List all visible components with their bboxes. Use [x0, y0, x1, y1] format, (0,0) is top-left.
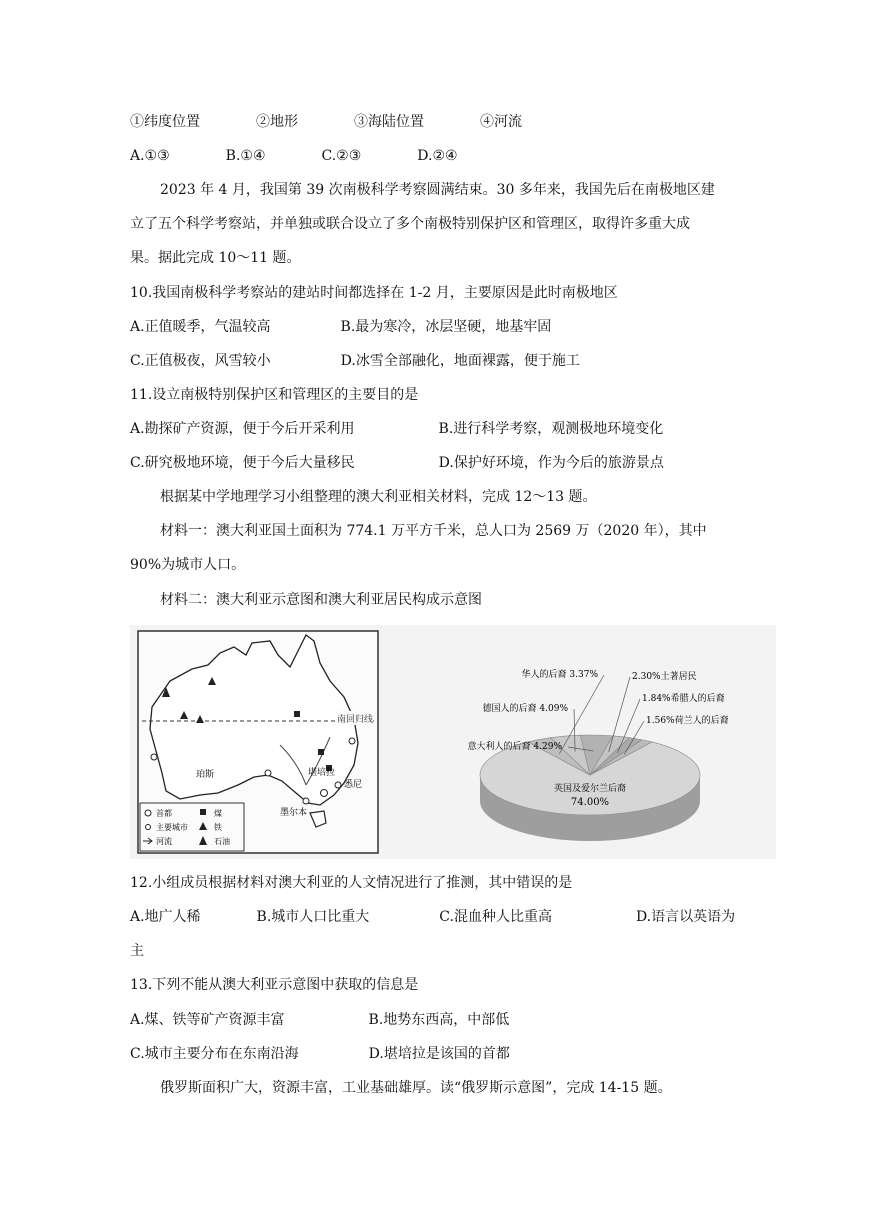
legend-capital: 首都	[156, 809, 172, 818]
figure-australia	[130, 625, 776, 859]
legend-coal: 煤	[214, 809, 222, 818]
pie-slice-label: 1.56%荷兰人的后裔	[646, 716, 729, 726]
paragraph-antarctic-3: 果。据此完成 10～11 题。	[130, 250, 301, 266]
question-12: 12.小组成员根据材料对澳大利亚的人文情况进行了推测，其中错误的是	[130, 875, 573, 891]
question-11: 11.设立南极特别保护区和管理区的主要目的是	[130, 387, 419, 403]
question-10: 10.我国南极科学考察站的建站时间都选择在 1-2 月，主要原因是此时南极地区	[130, 285, 618, 301]
legend-iron: 铁	[214, 823, 222, 832]
material-1-line2: 90%为城市人口。	[130, 557, 246, 573]
pie-slice-label: 1.84%希腊人的后裔	[642, 694, 725, 704]
legend-river: 河流	[156, 837, 172, 846]
pie-value-main: 74.00%	[570, 797, 610, 808]
city-sydney-label: 悉尼	[344, 780, 363, 790]
question-13-ab: A.煤、铁等矿产资源丰富 B.地势东西高，中部低	[130, 1012, 510, 1028]
coal-symbol	[294, 711, 300, 717]
city-canberra-marker	[321, 790, 328, 797]
city-melbourne-label: 墨尔本	[280, 808, 308, 818]
city-melbourne-marker	[303, 798, 309, 804]
q9-options: ①纬度位置 ②地形 ③海陆位置 ④河流	[130, 114, 522, 130]
legend-city: 主要城市	[156, 823, 188, 832]
tropic-label: 南回归线	[337, 715, 374, 725]
city-adelaide-marker	[265, 770, 271, 776]
paragraph-antarctic-2: 立了五个科学考察站，并单独或联合设立了多个南极特别保护区和管理区，取得许多重大成	[130, 216, 690, 232]
city-canberra-label: 堪培拉	[308, 768, 336, 778]
q9-answers: A.①③ B.①④ C.②③ D.②④	[130, 148, 458, 164]
city-sydney-marker	[335, 782, 341, 788]
coal-symbol	[318, 749, 324, 755]
question-12-options: A.地广人稀 B.城市人口比重大 C.混血种人比重高 D.语言以英语为	[130, 909, 736, 925]
pie-label-main: 英国及爱尔兰后裔	[553, 784, 627, 794]
pie-slice-label: 华人的后裔 3.37%	[521, 670, 598, 680]
pie-slice-label: 德国人的后裔 4.09%	[482, 704, 568, 714]
question-13-cd: C.城市主要分布在东南沿海 D.堪培拉是该国的首都	[130, 1046, 510, 1062]
city-brisbane-marker	[349, 738, 355, 744]
question-13: 13.下列不能从澳大利亚示意图中获取的信息是	[130, 977, 419, 993]
city-perth-label: 珀斯	[196, 770, 215, 780]
question-10-cd: C.正值极夜，风雪较小 D.冰雪全部融化，地面裸露，便于施工	[130, 353, 580, 369]
material-2: 材料二：澳大利亚示意图和澳大利亚居民构成示意图	[160, 592, 482, 608]
figure-svg	[130, 625, 776, 859]
question-12-options-wrap: 主	[130, 943, 144, 959]
city-perth-marker	[151, 754, 157, 760]
legend-coal-icon	[200, 809, 206, 815]
paragraph-russia: 俄罗斯面积广大，资源丰富，工业基础雄厚。读“俄罗斯示意图”，完成 14-15 题。	[160, 1080, 672, 1096]
question-11-cd: C.研究极地环境，便于今后大量移民 D.保护好环境，作为今后的旅游景点	[130, 455, 664, 471]
material-1-line1: 材料一：澳大利亚国土面积为 774.1 万平方千米，总人口为 2569 万（2020 年），其中	[160, 523, 707, 539]
paragraph-antarctic-1: 2023 年 4 月，我国第 39 次南极科学考察圆满结束。30 多年来，我国先后在南极地区建	[160, 182, 715, 198]
paragraph-australia: 根据某中学地理学习小组整理的澳大利亚相关材料，完成 12～13 题。	[160, 489, 597, 505]
question-10-ab: A.正值暖季，气温较高 B.最为寒冷，冰层坚硬，地基牢固	[130, 319, 552, 335]
question-11-ab: A.勘探矿产资源，便于今后开采利用 B.进行科学考察，观测极地环境变化	[130, 421, 664, 437]
pie-slice-label: 意大利人的后裔 4.29%	[467, 742, 562, 752]
legend-city-icon	[146, 825, 151, 830]
legend-oil: 石油	[214, 837, 230, 846]
pie-slice-label: 2.30%土著居民	[632, 672, 697, 682]
